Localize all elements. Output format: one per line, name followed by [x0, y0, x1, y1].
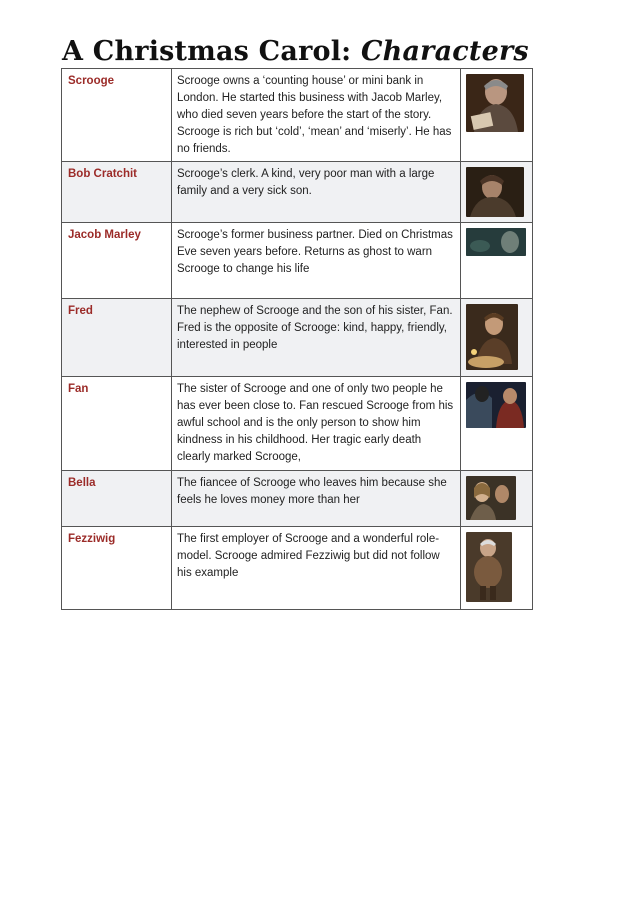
- fan-photo: [466, 382, 526, 428]
- character-name: Jacob Marley: [62, 223, 172, 299]
- character-row-scrooge: [62, 69, 533, 162]
- jacob-marley-photo: [466, 228, 526, 256]
- character-row-fred: [62, 299, 533, 377]
- character-row-fezziwig: [62, 527, 533, 610]
- character-description: Scrooge’s former business partner. Died on Christmas Eve seven years before. Returns as ghost to warn Scrooge to change his life: [172, 223, 461, 299]
- character-row-bob-cratchit: [62, 162, 533, 223]
- page-title: [62, 36, 529, 67]
- title-main: A Christmas Carol:: [62, 36, 352, 67]
- fezziwig-photo: [466, 532, 512, 602]
- scrooge-photo: [466, 74, 524, 132]
- title-italic: Characters: [360, 36, 529, 67]
- character-row-bella: [62, 471, 533, 527]
- character-description: The first employer of Scrooge and a wonderful role-model. Scrooge admired Fezziwig but did not follow his example: [172, 527, 461, 610]
- character-row-fan: [62, 377, 533, 471]
- character-name: Bella: [62, 471, 172, 527]
- character-name: Scrooge: [62, 69, 172, 162]
- bella-photo: [466, 476, 516, 520]
- character-row-jacob-marley: [62, 223, 533, 299]
- character-name: Fezziwig: [62, 527, 172, 610]
- character-description: Scrooge owns a ‘counting house’ or mini bank in London. He started this business with Jacob Marley, who died seven years before the start of the story. Scrooge is rich but ‘cold’, ‘mean’ and ‘miserly’. He has no friends.: [172, 69, 461, 162]
- fred-photo: [466, 304, 518, 370]
- character-description: The fiancee of Scrooge who leaves him because she feels he loves money more than her: [172, 471, 461, 527]
- character-description: The nephew of Scrooge and the son of his sister, Fan. Fred is the opposite of Scrooge: kind, happy, friendly, interested in people: [172, 299, 461, 377]
- character-name: Fred: [62, 299, 172, 377]
- character-name: Bob Cratchit: [62, 162, 172, 223]
- characters-table: [61, 68, 533, 610]
- character-description: Scrooge’s clerk. A kind, very poor man with a large family and a very sick son.: [172, 162, 461, 223]
- character-name: Fan: [62, 377, 172, 471]
- character-description: The sister of Scrooge and one of only two people he has ever been close to. Fan rescued Scrooge from his awful school and is the only person to show him kindness in his childhood. Her tragic early death clearly marked Scrooge,: [172, 377, 461, 471]
- bob-cratchit-photo: [466, 167, 524, 217]
